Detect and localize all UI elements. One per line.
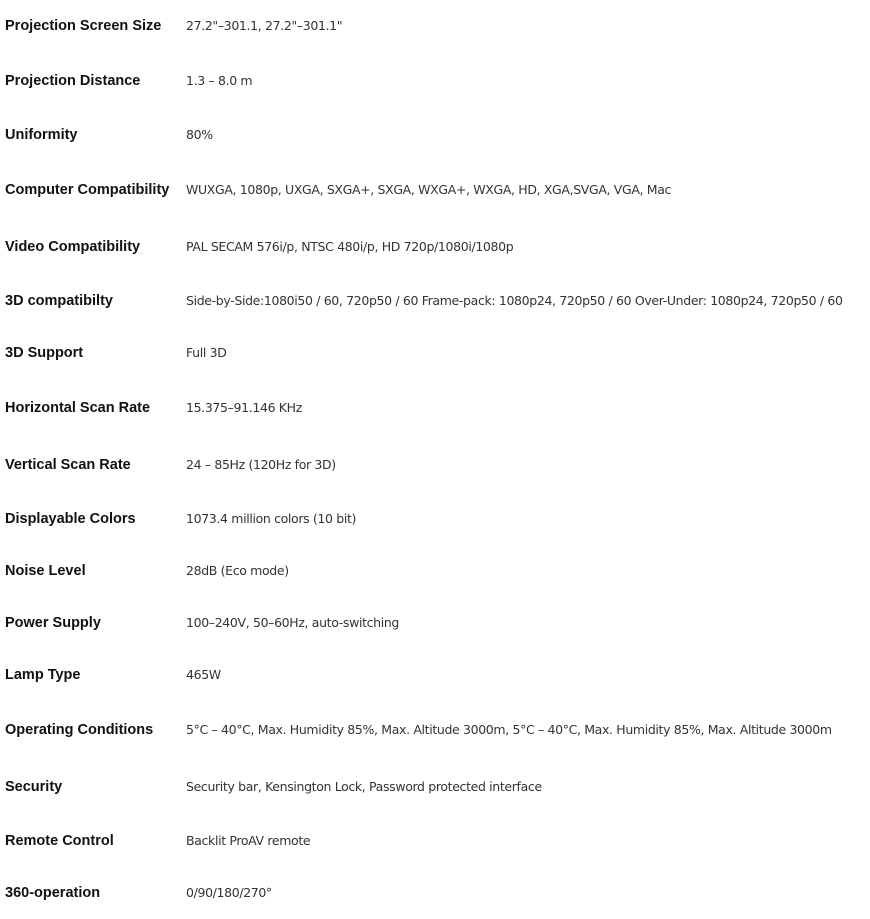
spec-row-360-operation [0, 867, 870, 919]
spec-row-noise-level [0, 545, 870, 597]
spec-label: Uniformity [5, 127, 78, 143]
spec-row-horizontal-scan-rate [0, 379, 870, 436]
spec-value: 1.3 – 8.0 m [186, 72, 253, 88]
spec-row-projection-distance [0, 52, 870, 109]
spec-label: Remote Control [5, 833, 114, 849]
spec-row-video-compatibility [0, 218, 870, 275]
spec-value: WUXGA, 1080p, UXGA, SXGA+, SXGA, WXGA+, WXGA, HD, XGA,SVGA, VGA, Mac [186, 181, 672, 197]
spec-label: 3D compatibilty [5, 293, 113, 309]
spec-row-operating-conditions [0, 701, 870, 758]
spec-label: Power Supply [5, 615, 101, 631]
spec-row-uniformity [0, 109, 870, 161]
spec-value: Side-by-Side:1080i50 / 60, 720p50 / 60 Frame-pack: 1080p24, 720p50 / 60 Over-Under: 1080p24, 720p50 / 60 [186, 293, 843, 308]
spec-label: Lamp Type [5, 667, 81, 683]
spec-value: 465W [186, 667, 221, 682]
spec-row-displayable-colors [0, 493, 870, 545]
spec-row-3d-support [0, 327, 870, 379]
spec-label: Noise Level [5, 563, 86, 579]
spec-value: 5°C – 40°C, Max. Humidity 85%, Max. Altitude 3000m, 5°C – 40°C, Max. Humidity 85%, Max. Altitude 3000m [186, 721, 832, 737]
spec-row-lamp-type [0, 649, 870, 701]
spec-value: 0/90/180/270° [186, 885, 272, 900]
spec-row-security [0, 758, 870, 815]
spec-label: 360-operation [5, 885, 101, 901]
spec-label: Security [5, 778, 63, 795]
spec-value: 28dB (Eco mode) [186, 563, 289, 578]
spec-label: Horizontal Scan Rate [5, 399, 151, 416]
spec-row-vertical-scan-rate [0, 436, 870, 493]
spec-label: Projection Distance [5, 72, 141, 89]
spec-value: Security bar, Kensington Lock, Password protected interface [186, 778, 542, 794]
spec-label: 3D Support [5, 345, 84, 361]
spec-value: Full 3D [186, 345, 227, 360]
spec-row-computer-compatibility [0, 161, 870, 218]
spec-value: 80% [186, 127, 213, 142]
spec-row-remote-control [0, 815, 870, 867]
spec-row-projection-screen-size [0, 0, 870, 52]
spec-value: 1073.4 million colors (10 bit) [186, 511, 357, 526]
spec-label: Computer Compatibility [5, 181, 170, 198]
spec-row-power-supply [0, 597, 870, 649]
spec-label: Displayable Colors [5, 511, 136, 527]
spec-value: 27.2"–301.1, 27.2"–301.1" [186, 18, 343, 33]
spec-value: PAL SECAM 576i/p, NTSC 480i/p, HD 720p/1080i/1080p [186, 238, 514, 254]
spec-label: Vertical Scan Rate [5, 456, 131, 473]
spec-value: 15.375–91.146 KHz [186, 399, 302, 415]
spec-value: 24 – 85Hz (120Hz for 3D) [186, 456, 336, 472]
spec-label: Video Compatibility [5, 238, 141, 255]
spec-row-3d-compatibility [0, 275, 870, 327]
spec-value: 100–240V, 50–60Hz, auto-switching [186, 615, 399, 630]
spec-label: Projection Screen Size [5, 18, 162, 34]
spec-label: Operating Conditions [5, 721, 154, 738]
spec-value: Backlit ProAV remote [186, 833, 311, 848]
